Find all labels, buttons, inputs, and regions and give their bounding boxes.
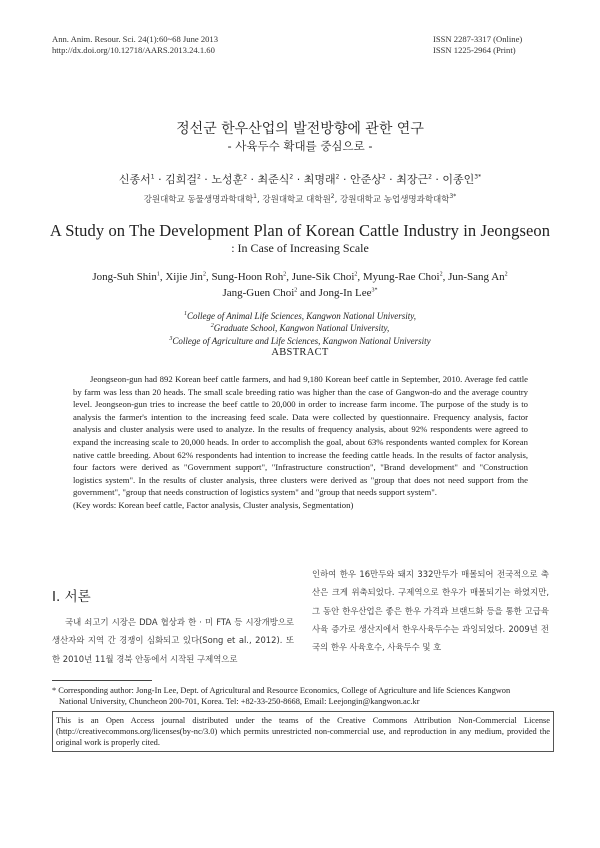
body-paragraph: 국내 쇠고기 시장은 DDA 협상과 한 · 미 FTA 등 시장개방으로 생산자와 지역 간 경쟁이 심화되고 있다(Song et al., 2012). 또한 2010년 11월 경북 안동에서 시작된 구제역으로 [52,617,294,664]
body-column-right [312,565,549,656]
author-name: 강원대학교 농업생명과학대학 [340,195,450,205]
author-sup: 2 [289,173,294,181]
author-name: 최준식 [257,173,290,186]
author-sup: 1 [156,271,160,278]
author-separator: , [442,271,449,283]
author-sup: 1 [253,193,257,201]
author-name: 신종서 [118,173,151,186]
english-title: A Study on The Development Plan of Korean Cattle Industry in Jeongseon [49,221,551,240]
korean-affiliations [0,193,600,205]
author-separator: · [293,173,304,186]
abstract-heading: ABSTRACT [271,347,329,358]
author-sup: 2 [439,271,443,278]
author-name: Sung-Hoon Roh [211,271,284,283]
affiliation-sup: 1 [183,311,187,317]
affiliation-sup: 3 [169,336,173,342]
korean-subtitle: - 사육두수 확대를 중심으로 - [227,139,373,153]
author-name: 김희걸 [165,173,197,186]
author-name: Xijie Jin [165,271,203,283]
issn-online: ISSN 2287-3317 (Online) [433,34,523,44]
affiliation-2 [0,322,600,335]
corresponding-author-footnote [52,685,552,707]
doi-link[interactable]: http://dx.doi.org/10.12718/AARS.2013.24.1.60 [52,45,215,55]
journal-citation [52,34,218,56]
author-name: Jong-In Lee [318,287,372,299]
keywords: (Key words: Korean beef cattle, Factor analysis, Cluster analysis, Segmentation) [73,499,354,510]
author-sup: 2 [335,173,340,181]
author-name: 최명래 [303,173,336,186]
footnote-line: * Corresponding author: Jong-In Lee, Dept. of Agricultural and Resource Economics, College of Agriculture and life Sciences Kangwon [52,686,511,695]
author-separator: , [256,195,263,205]
author-sup: 2 [354,271,358,278]
english-authors-line2 [0,285,600,301]
affiliation-text: Graduate School, Kangwon National University, [213,323,390,333]
body-paragraph: 인하여 한우 16만두와 돼지 332만두가 매몰되어 전국적으로 축산은 크게 위축되었다. 구제역으로 한우가 매몰되기는 하였지만, 그 동안 한우산업은 좋은 한우 가격과 브랜드화 등을 통한 고급육 사육 증가로 생산지에서 한우사육두수는 과잉되었다. 2009년 전국의 한우 사육호수, 사육두수 및 호 [312,569,549,653]
author-separator: , [334,195,341,205]
author-sup: 2 [196,173,201,181]
affiliation-text: College of Agriculture and Life Sciences, Kangwon National University [172,336,431,346]
author-sup: 3* [449,193,457,201]
author-separator: · [385,173,397,186]
author-name: Myung-Rae Choi [362,271,440,283]
author-sup: 1 [150,173,155,181]
abstract-text: Jeongseon-gun had 892 Korean beef cattle farmers, and had 9,180 Korean beef cattle in September, 2010. Average fed cattle by farm was less than 20 heads. The small scale breeding ratio was higher than the case of Gangwon-do and the average country level. Jeongseon-gun tries to increase the beef cattle to 20,000 in order to increase farm income. The purpose of the study is to analysis the farmer's intention to the increasing feed scale. Data were collected by questionnaire. Frequency analysis, factor analysis and cluster analysis were used to analyze. In the results of frequency analysis, about 92% respondents were agreed to expand the increasing scale to 20,000 heads. In order to accomplish the goal, about 63% respondents wanted complex for Korean native cattle breeding. About 62% respondents had intention to increase the feeding cattle heads. In the results of factor analysis, four factors were derived as "Government support", "Infrastructure construction", "Brand development" and "Construction logistics system". In the results of cluster analysis, three clusters were derived as "group that does not need support from the government", "group that needs construction of logistics system" and "group that needs support system". [73,374,528,498]
author-separator: , [159,271,166,283]
issn-block [433,34,522,56]
author-separator: · [431,173,443,186]
author-separator: , [286,271,292,283]
footnote-line: National University, Chuncheon 200-701, Korea. Tel: +82-33-250-8668, Email: Leejongin@kangwon.ac.kr [59,697,420,706]
author-separator: , [357,271,363,283]
english-authors-line1 [0,269,600,285]
affiliation-text: College of Animal Life Sciences, Kangwon National University, [186,311,417,321]
author-sup: 2 [504,271,508,278]
author-sup: 2 [428,173,432,181]
author-name: 강원대학교 대학원 [262,195,331,205]
issn-print: ISSN 1225-2964 (Print) [433,45,516,55]
abstract-body [73,373,528,512]
body-column-left [52,613,294,668]
author-separator: · [200,173,212,186]
author-separator: , [205,271,212,283]
open-access-notice: This is an Open Access journal distributed under the teams of the Creative Commons Attribution Non-Commercial License (http://creativecommons.org/licenses(by-nc/3.0) which permits unrestricted non-commercial use, and reproduction in any medium, provided the original work is properly cited. [52,711,554,752]
author-name: Jang-Guen Choi [222,287,295,299]
author-sup: 3* [474,173,482,181]
affiliation-sup: 2 [210,323,214,329]
author-and: and [300,287,316,299]
author-name: 이종인 [442,173,475,186]
korean-title: 정선군 한우산업의 발전방향에 관한 연구 [176,121,424,137]
author-sup: 2 [202,271,206,278]
author-separator: · [339,173,350,186]
author-sup: 3* [371,287,378,294]
author-sup: 2 [294,287,298,294]
author-name: 강원대학교 동물생명과학대학 [143,195,254,205]
author-sup: 2 [283,271,287,278]
author-separator: · [154,173,166,186]
journal-reference: Ann. Anim. Resour. Sci. 24(1):60~68 June 2013 [52,34,219,44]
author-separator: · [247,173,258,186]
author-sup: 2 [330,193,335,201]
author-name: 최장근 [396,173,429,186]
english-authors [0,269,600,301]
korean-authors [0,171,600,187]
section-heading: Ⅰ. 서론 [52,589,91,605]
author-sup: 2 [243,173,248,181]
author-name: June-Sik Choi [291,271,355,283]
author-sup: 2 [381,173,386,181]
author-name: Jun-Sang An [448,271,505,283]
author-name: 안준상 [349,173,382,186]
english-subtitle: : In Case of Increasing Scale [231,241,369,255]
author-name: 노성훈 [211,173,244,186]
author-name: Jong-Suh Shin [92,271,157,283]
footnote-divider [52,680,152,681]
